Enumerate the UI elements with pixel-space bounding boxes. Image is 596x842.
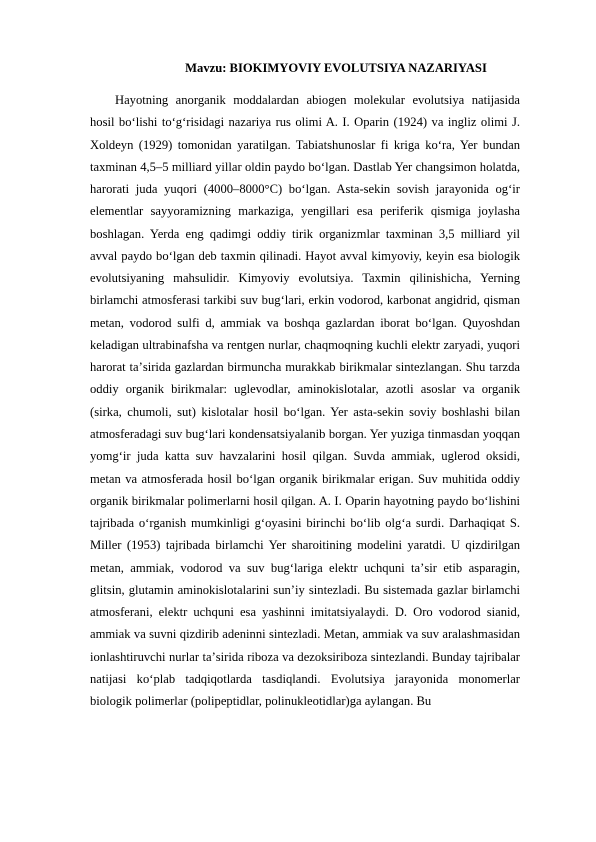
document-title: Mavzu: BIOKIMYOVIY EVOLUTSIYA NAZARIYASI — [185, 61, 487, 75]
body-paragraph: Hayotning anorganik moddalardan abiogen molekular evolutsiya natijasida hosil boʻlishi toʻgʻrisidagi nazariya rus olimi A. I. Oparin (1924) va ingliz olimi J. Xoldeyn (1929) tomonidan yaratilgan. Tabiatshunoslar fi kriga koʻra, Yer bundan taxminan 4,5–5 milliard yillar oldin paydo boʻlgan. Dastlab Yer changsimon holatda, harorati juda yuqori (4000–8000°C) boʻlgan. Asta-sekin sovish jarayonida ogʻir elementlar sayyoramizning markaziga, yengillari esa periferik qismiga joylasha boshlagan. Yerda eng qadimgi oddiy tirik organizmlar taxminan 3,5 milliard yil avval paydo boʻlgan deb taxmin qilinadi. Hayot avval kimyoviy, keyin esa biologik evolutsiyaning mahsulidir. Kimyoviy evolutsiya. Taxmin qilinishicha, Yerning birlamchi atmosferasi tarkibi suv bugʻlari, erkin vodorod, karbonat angidrid, qisman metan, vodorod sulfi d, ammiak va boshqa gazlardan iborat boʻlgan. Quyoshdan keladigan ultrabinafsha va rentgen nurlar, chaqmoqning kuchli elektr zaryadi, yuqori harorat taʼsirida gazlardan birmuncha murakkab birikmalar sintezlangan. Shu tarzda oddiy organik birikmalar: uglevodlar, aminokislotalar, azotli asoslar va organik (sirka, chumoli, sut) kislotalar hosil boʻlgan. Yer asta-sekin soviy boshlashi bilan atmosferadagi suv bugʻlari kondensatsiyalanib borgan. Yer yuziga tinmasdan yoqqan yomgʻir juda katta suv havzalarini hosil qilgan. Suvda ammiak, uglerod oksidi, metan va atmosferada hosil boʻlgan organik birikmalar erigan. Suv muhitida oddiy organik birikmalar polimerlarni hosil qilgan. A. I. Oparin hayotning paydo boʻlishini tajribada oʻrganish mumkinligi gʻoyasini birinchi boʻlib olgʻa surdi. Darhaqiqat S. Miller (1953) tajribada birlamchi Yer sharoitining modelini yaratdi. U qizdirilgan metan, ammiak, vodorod va suv bugʻlariga elektr uchquni taʼsir etib asparagin, glitsin, glutamin aminokislotalarini sunʼiy sintezladi. Bu sistemada gazlar birlamchi atmosferani, elektr uchquni esa yashinni imitatsiyalaydi. D. Oro vodorod sianid, ammiak va suvni qizdirib adeninni sintezladi. Metan, ammiak va suv aralashmasidan ionlashtiruvchi nurlar taʼsirida riboza va dezoksiriboza sintezlandi. Bunday tajribalar natijasi koʻplab tadqiqotlarda tasdiqlandi. Evolutsiya jarayonida monomerlar biologik polimerlar (polipeptidlar, polinukleotidlar)ga aylangan. Bu — [90, 93, 520, 709]
